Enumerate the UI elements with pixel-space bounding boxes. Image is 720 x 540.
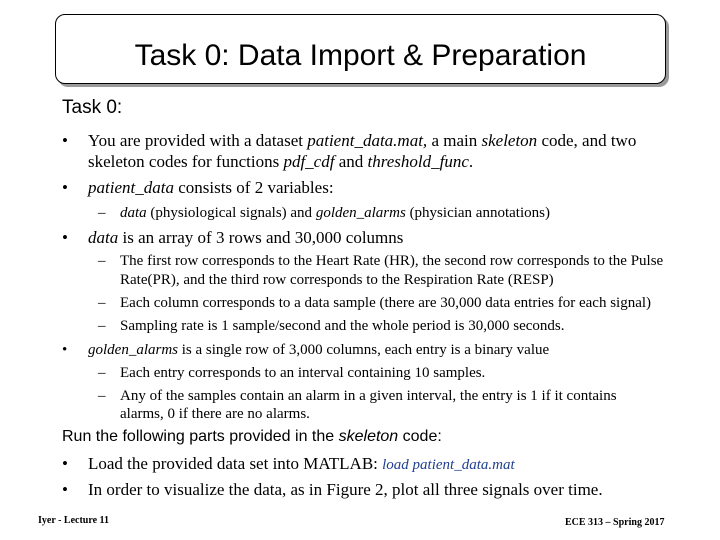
bullet-3-marker: • <box>62 228 68 247</box>
bullet-1-line-1: You are provided with a dataset patient_data.mat, a main skeleton code, and two <box>88 131 637 150</box>
bullet-2-marker: • <box>62 178 68 197</box>
bullet-4-sub-1-dash: – <box>98 365 106 381</box>
bullet-4-marker: • <box>62 342 68 358</box>
bullet-1-marker: • <box>62 131 68 150</box>
footer-left: Iyer - Lecture 11 <box>38 515 110 526</box>
footer-right: ECE 313 – Spring 2017 <box>565 517 665 528</box>
run-heading: Run the following parts provided in the skeleton code: <box>62 428 442 445</box>
bullet-2-sub-dash: – <box>98 205 106 221</box>
bullet-3-sub-2-dash: – <box>98 295 106 311</box>
task-heading: Task 0: <box>62 97 123 118</box>
bullet-4-sub-2-line-1: Any of the samples contain an alarm in a given interval, the entry is 1 if it contains <box>120 388 617 404</box>
slide-title: Task 0: Data Import & Preparation <box>134 39 587 72</box>
bullet-1-line-2: skeleton codes for functions pdf_cdf and threshold_func. <box>88 152 474 171</box>
bullet-3-sub-2-text: Each column corresponds to a data sample (there are 30,000 data entries for each signal) <box>120 295 652 311</box>
bullet-3-sub-3-dash: – <box>98 318 106 334</box>
bullet-3-sub-3-text: Sampling rate is 1 sample/second and the whole period is 30,000 seconds. <box>120 318 565 334</box>
bullet-4-sub-2-line-2: alarms, 0 if there are no alarms. <box>120 406 310 422</box>
bullet-5-text: Load the provided data set into MATLAB: load patient_data.mat <box>88 454 515 473</box>
bullet-3-sub-1-dash: – <box>98 253 106 269</box>
bullet-2-text: patient_data consists of 2 variables: <box>88 178 334 197</box>
bullet-6-text: In order to visualize the data, as in Figure 2, plot all three signals over time. <box>88 480 603 499</box>
title-box <box>55 14 666 84</box>
bullet-6-marker: • <box>62 480 68 499</box>
bullet-3-sub-1-line-1: The first row corresponds to the Heart Rate (HR), the second row corresponds to the Pulse <box>120 253 664 269</box>
bullet-4-sub-1-text: Each entry corresponds to an interval containing 10 samples. <box>120 365 486 381</box>
bullet-4-text: golden_alarms is a single row of 3,000 columns, each entry is a binary value <box>88 342 550 358</box>
bullet-3-sub-1-line-2: Rate(PR), and the third row corresponds to the Respiration Rate (RESP) <box>120 272 554 288</box>
bullet-3-text: data is an array of 3 rows and 30,000 columns <box>88 228 404 247</box>
bullet-4-sub-2-dash: – <box>98 388 106 404</box>
bullet-2-sub-text: data (physiological signals) and golden_alarms (physician annotations) <box>120 205 550 221</box>
bullet-5-marker: • <box>62 454 68 473</box>
load-command: load patient_data.mat <box>382 457 515 473</box>
